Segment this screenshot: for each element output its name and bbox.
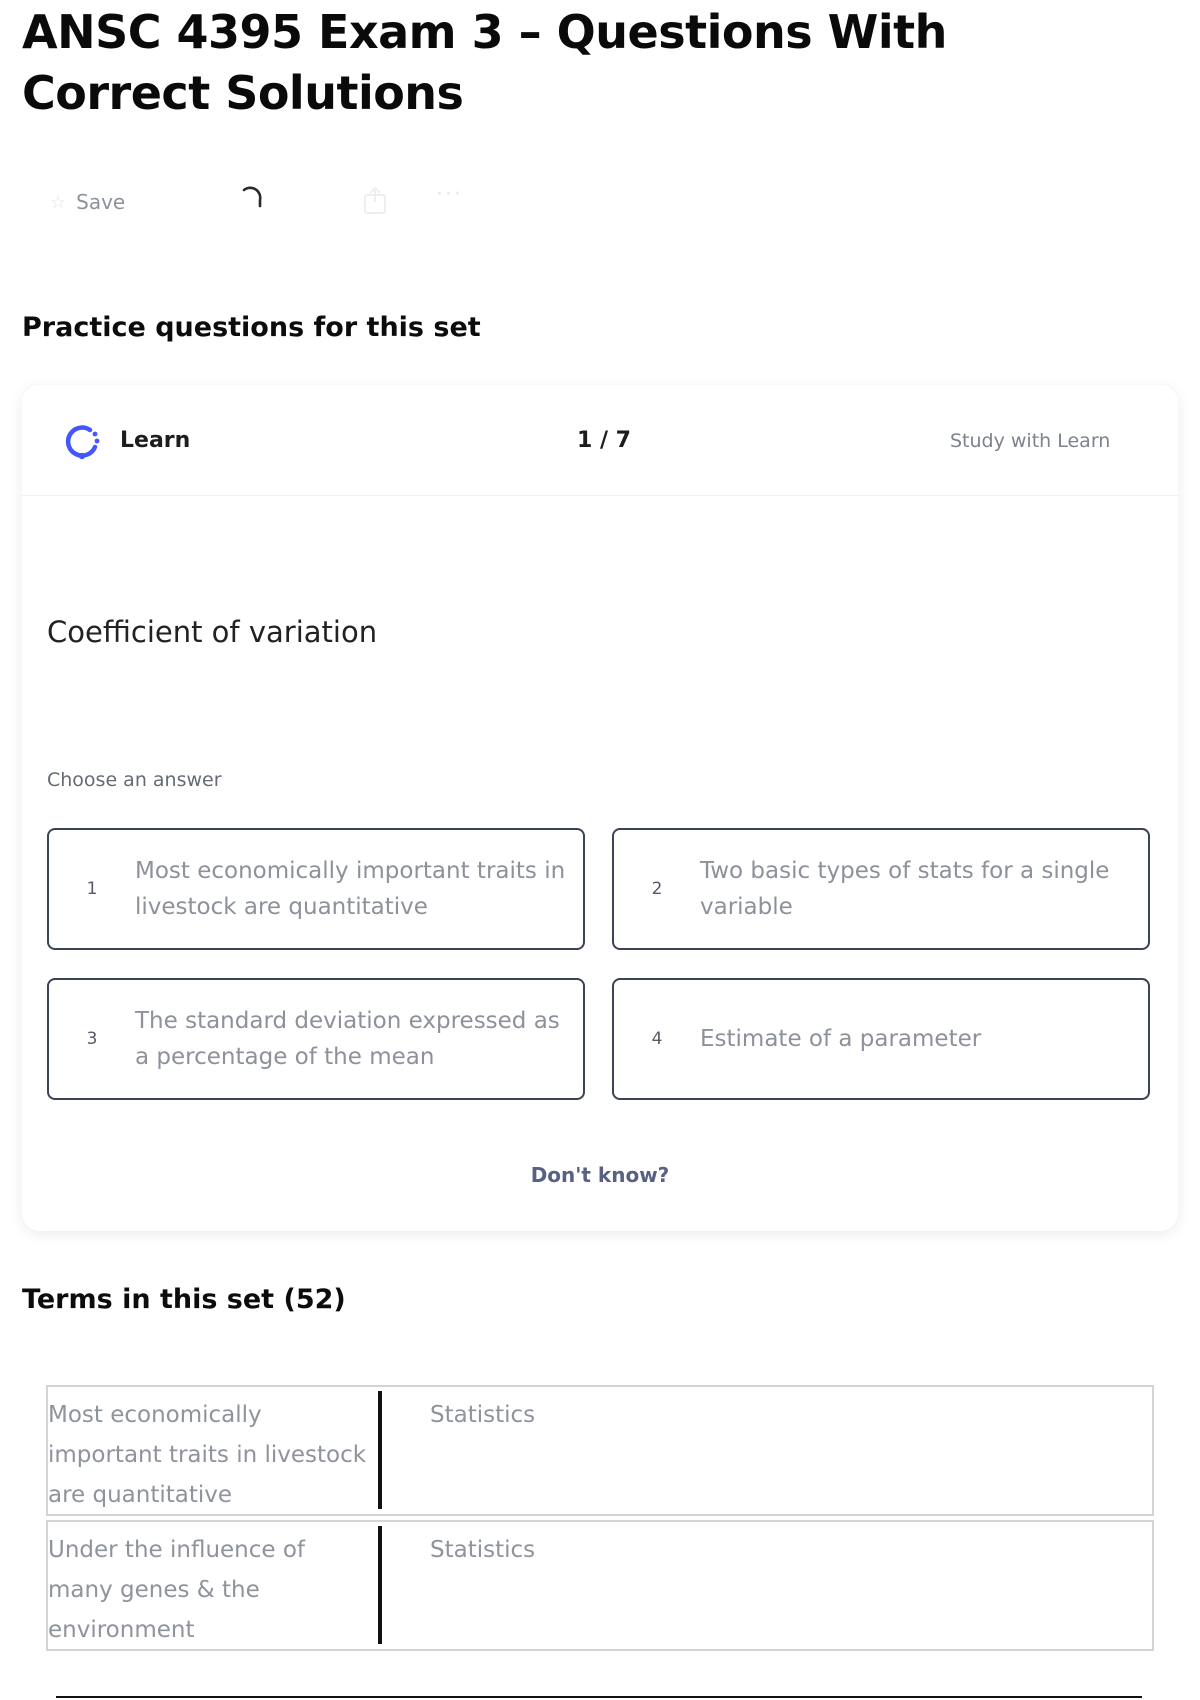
- set-toolbar: [50, 182, 550, 226]
- answer-option-3[interactable]: [47, 978, 585, 1100]
- question-progress: 1 / 7: [577, 428, 631, 453]
- choose-answer-label: Choose an answer: [47, 769, 222, 791]
- share-button[interactable]: [362, 186, 388, 220]
- star-icon: ☆: [50, 191, 67, 213]
- terms-heading: Terms in this set (52): [22, 1284, 346, 1315]
- table-row: [46, 1385, 1154, 1516]
- learn-mode-label: Learn: [120, 428, 191, 453]
- practice-heading: Practice questions for this set: [22, 312, 481, 343]
- question-prompt: Coefficient of variation: [47, 615, 378, 649]
- option-number: 1: [86, 879, 98, 899]
- option-number: 2: [651, 879, 663, 899]
- study-with-learn-link[interactable]: Study with Learn: [950, 430, 1111, 452]
- divider: [56, 1696, 1142, 1698]
- definition-text: Statistics: [430, 1402, 536, 1428]
- more-button[interactable]: [436, 182, 463, 207]
- page-title: ANSC 4395 Exam 3 – Questions With Correct Solutions: [22, 5, 947, 120]
- more-icon: ···: [436, 182, 463, 207]
- share-icon: [362, 186, 388, 220]
- term-text: Most economically important traits in livestock are quantitative: [48, 1402, 367, 1508]
- option-number: 3: [86, 1029, 98, 1049]
- dont-know-button[interactable]: Don't know?: [530, 1163, 670, 1187]
- terms-table: [46, 1385, 1154, 1655]
- save-button[interactable]: [50, 190, 125, 214]
- option-number: 4: [651, 1029, 663, 1049]
- save-label: Save: [76, 190, 126, 214]
- learn-icon: [62, 421, 102, 465]
- table-row: [46, 1520, 1154, 1651]
- column-divider: [378, 1391, 382, 1509]
- practice-card-header: [22, 385, 1178, 496]
- option-text: The standard deviation expressed as a percentage of the mean: [135, 1008, 560, 1070]
- option-text: Two basic types of stats for a single variable: [700, 858, 1110, 920]
- definition-text: Statistics: [430, 1537, 536, 1563]
- option-text: Estimate of a parameter: [700, 1026, 982, 1052]
- spinner-icon: [240, 184, 266, 214]
- option-text: Most economically important traits in livestock are quantitative: [135, 858, 566, 920]
- answer-option-4[interactable]: [612, 978, 1150, 1100]
- practice-card: [22, 385, 1178, 1231]
- answer-option-2[interactable]: [612, 828, 1150, 950]
- column-divider: [378, 1526, 382, 1644]
- answer-option-1[interactable]: [47, 828, 585, 950]
- term-text: Under the influence of many genes & the environment: [48, 1537, 306, 1643]
